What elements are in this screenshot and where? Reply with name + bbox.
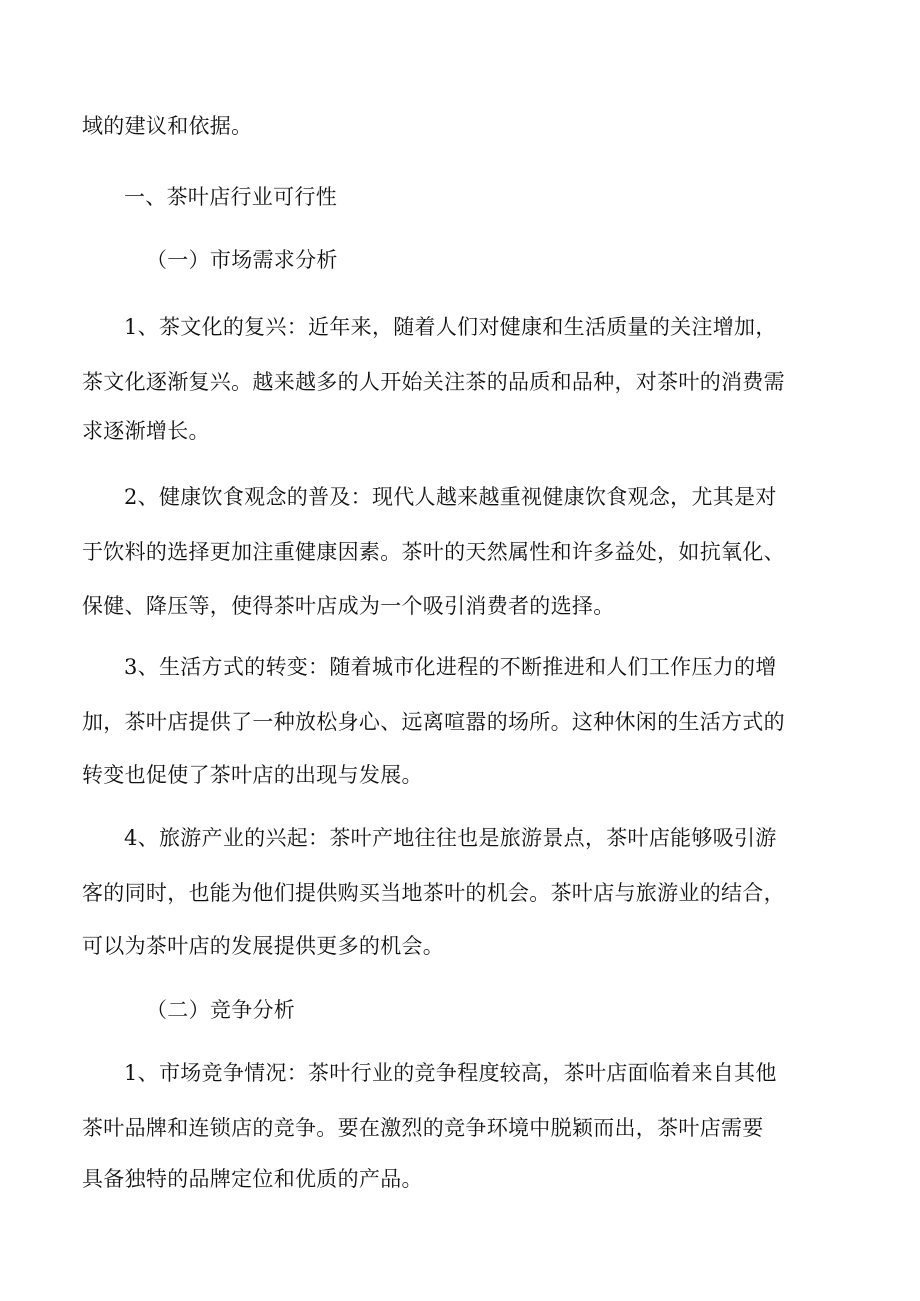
paragraph-4-line-1: 4、旅游产业的兴起：茶叶产地往往也是旅游景点，茶叶店能够吸引游 [124, 826, 777, 850]
subsection-heading-competition: （二）竞争分析 [146, 998, 296, 1022]
paragraph-3-line-3: 转变也促使了茶叶店的出现与发展。 [82, 763, 423, 787]
paragraph-2-line-2: 于饮料的选择更加注重健康因素。茶叶的天然属性和许多益处，如抗氧化、 [82, 540, 785, 564]
paragraph-4-line-2: 客的同时，也能为他们提供购买当地茶叶的机会。茶叶店与旅游业的结合， [82, 881, 785, 905]
paragraph-2-line-3: 保健、降压等，使得茶叶店成为一个吸引消费者的选择。 [82, 594, 615, 618]
paragraph-continuation-line: 域的建议和依据。 [82, 114, 253, 138]
paragraph-5-line-3: 具备独特的品牌定位和优质的产品。 [82, 1167, 423, 1191]
paragraph-4-line-3: 可以为茶叶店的发展提供更多的机会。 [82, 934, 445, 958]
paragraph-2-line-1: 2、健康饮食观念的普及：现代人越来越重视健康饮食观念，尤其是对 [124, 485, 777, 509]
paragraph-5-line-2: 茶叶品牌和连锁店的竞争。要在激烈的竞争环境中脱颖而出，茶叶店需要 [82, 1116, 764, 1140]
subsection-heading-market-demand: （一）市场需求分析 [146, 248, 338, 272]
paragraph-5-line-1: 1、市场竞争情况：茶叶行业的竞争程度较高，茶叶店面临着来自其他 [124, 1061, 777, 1085]
paragraph-3-line-2: 加，茶叶店提供了一种放松身心、远离喧嚣的场所。这种休闲的生活方式的 [82, 710, 785, 734]
paragraph-3-line-1: 3、生活方式的转变：随着城市化进程的不断推进和人们工作压力的增 [124, 655, 777, 679]
section-heading: 一、茶叶店行业可行性 [124, 185, 337, 209]
paragraph-1-line-3: 求逐渐增长。 [82, 419, 210, 443]
paragraph-1-line-1: 1、茶文化的复兴：近年来，随着人们对健康和生活质量的关注增加， [124, 315, 777, 339]
paragraph-1-line-2: 茶文化逐渐复兴。越来越多的人开始关注茶的品质和品种，对茶叶的消费需 [82, 370, 785, 394]
